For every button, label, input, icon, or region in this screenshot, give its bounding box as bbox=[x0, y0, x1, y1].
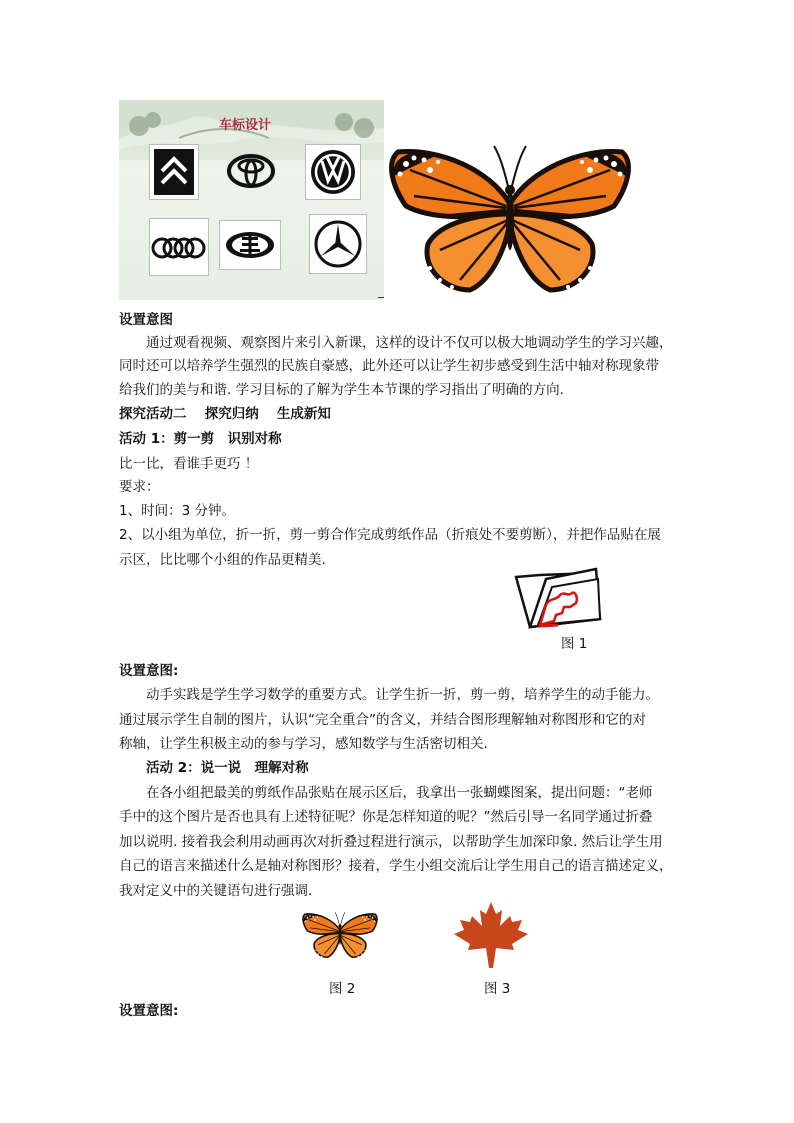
section-heading-intent: 设置意图 bbox=[119, 312, 173, 328]
citroen-logo-icon bbox=[149, 144, 199, 200]
audi-logo-icon bbox=[149, 218, 209, 276]
figure2-caption: 图 2 bbox=[329, 981, 356, 997]
paragraph-line: 通过观看视频、观察图片来引入新课，这样的设计不仅可以极大地调动学生的学习兴趣， bbox=[146, 335, 673, 351]
activity2-heading: 活动 2：说一说 理解对称 bbox=[146, 760, 309, 776]
activity-section-heading: 探究活动二 探究归纳 生成新知 bbox=[119, 406, 331, 422]
paragraph-line: 给我们的美与和谐. 学习目标的了解为学生本节课的学习指出了明确的方向. bbox=[119, 382, 564, 398]
activity1-heading: 活动 1：剪一剪 识别对称 bbox=[119, 431, 282, 447]
volkswagen-logo-icon bbox=[305, 144, 361, 200]
maple-leaf-figure-icon bbox=[452, 900, 530, 970]
paragraph-line: 称轴，让学生积极主动的参与学习，感知数学与生活密切相关. bbox=[119, 736, 488, 752]
toyota-logo-icon bbox=[224, 148, 278, 194]
paragraph-line: 我对定义中的关键语句进行强调. bbox=[119, 883, 313, 899]
activity1-line: 比一比，看谁手更巧 ！ bbox=[119, 456, 259, 472]
mercedes-logo-icon bbox=[309, 214, 367, 274]
requirement-item: 1、时间：3 分钟。 bbox=[119, 503, 235, 519]
paragraph-line: 加以说明. 接着我会利用动画再次对折叠过程进行演示，以帮助学生加深印象. 然后让学生用 bbox=[119, 834, 663, 850]
paragraph-line: 动手实践是学生学习数学的重要方式。让学生折一折，剪一剪，培养学生的动手能力。 bbox=[146, 687, 659, 703]
section-heading-intent: 设置意图: bbox=[119, 663, 179, 679]
requirement-item: 示区，比比哪个小组的作品更精美. bbox=[119, 552, 326, 568]
paragraph-line: 自己的语言来描述什么是轴对称图形？接着，学生小组交流后让学生用自己的语言描述定义， bbox=[119, 858, 673, 874]
paragraph-line: 通过展示学生自制的图片，认识“完全重合”的含义，并结合图形理解轴对称图形和它的对 bbox=[119, 712, 646, 728]
section-heading-intent: 设置意图: bbox=[119, 1003, 179, 1019]
requirement-item: 2、以小组为单位，折一折，剪一剪合作完成剪纸作品（折痕处不要剪断），并把作品贴在展 bbox=[119, 527, 661, 543]
paragraph-line: 同时还可以培养学生强烈的民族自豪感，此外还可以让学生初步感受到生活中轴对称现象带 bbox=[119, 358, 659, 374]
butterfly-image-icon bbox=[382, 142, 638, 302]
paragraph-line: 在各小组把最美的剪纸作品张贴在展示区后，我拿出一张蝴蝶图案，提出问题：“老师 bbox=[146, 785, 653, 801]
figure3-caption: 图 3 bbox=[484, 981, 511, 997]
logo-panel-title: 车标设计 bbox=[219, 118, 272, 133]
folded-paper-figure-icon bbox=[510, 565, 610, 637]
car-logo-panel bbox=[119, 100, 384, 300]
requirements-label: 要求： bbox=[119, 479, 160, 495]
paragraph-line: 手中的这个图片是否也具有上述特征呢？你是怎样知道的呢？”然后引导一名同学通过折叠 bbox=[119, 809, 653, 825]
figure1-caption: 图 1 bbox=[561, 636, 588, 652]
faw-logo-icon bbox=[219, 220, 281, 270]
small-butterfly-figure-icon bbox=[300, 906, 380, 966]
